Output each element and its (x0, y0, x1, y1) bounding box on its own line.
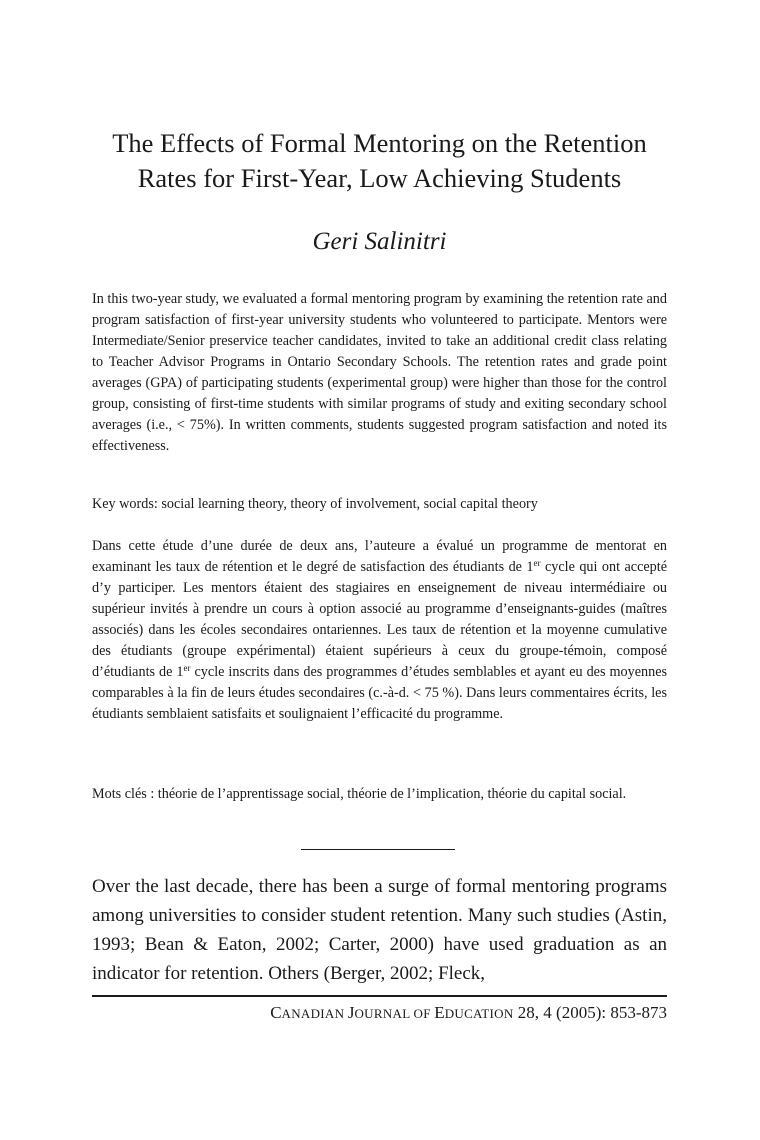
footer-cap-c: C (270, 1003, 282, 1022)
ordinal-superscript-1: er (533, 558, 541, 568)
footer-rule (92, 995, 667, 997)
footer-ournal-of: OURNAL OF (354, 1006, 435, 1021)
keywords-english: Key words: social learning theory, theory of involvement, social capital theory (92, 496, 538, 512)
title-line-2: Rates for First-Year, Low Achieving Students (137, 163, 622, 193)
keywords-french: Mots clés : théorie de l’apprentissage social, théorie de l’implication, théorie du capital social. (92, 786, 627, 802)
article-title (72, 126, 687, 196)
section-separator (301, 849, 455, 850)
author-name: Geri Salinitri (312, 228, 447, 255)
title-line-1: The Effects of Formal Mentoring on the Retention (112, 128, 647, 158)
ordinal-superscript-2: er (183, 663, 191, 673)
footer-volume-pages: 28, 4 (2005): 853-873 (513, 1003, 667, 1022)
footer-anadian: ANADIAN (281, 1006, 348, 1021)
abstract-english: In this two-year study, we evaluated a formal mentoring program by examining the retention rate and program satisfaction of first-year university students who volunteered to participate. Mentors were Intermediate/Senior preservice teacher candidates, invited to take an additional credit class relating to Teacher Advisor Programs in Ontario Secondary Schools. The retention rates and grade point averages (GPA) of participating students (experimental group) were higher than those for the control group, consisting of first-time students with similar programs of study and exiting secondary school averages (i.e., < 75%). In written comments, students suggested program satisfaction and noted its effectiveness. (92, 291, 667, 454)
footer-cap-e: E (434, 1003, 445, 1022)
paper-page (92, 0, 667, 1140)
abstract-french-part-1: Dans cette étude d’une durée de deux ans, l’auteure a évalué un programme de mentorat en examinant les taux de rétention et le degré de satisfaction des étudiants de 1 (92, 538, 667, 575)
body-paragraph: Over the last decade, there has been a surge of formal mentoring programs among universities to consider student retention. Many such studies (Astin, 1993; Bean & Eaton, 2002; Carter, 2000) have used graduation as an indicator for retention. Others (Berger, 2002; Fleck, (92, 876, 667, 984)
abstract-french (92, 536, 667, 725)
abstract-french-part-3: cycle inscrits dans des programmes d’études semblables et ayant eu des moyennes comparables à la fin de leurs études secondaires (c.-à-d. < 75 %). Dans leurs commentaires écrits, les étudiants semblaient satisfaits et soulignaient l’efficacité du programme. (92, 664, 668, 722)
footer-ducation: DUCATION (444, 1006, 514, 1021)
journal-citation-footer (92, 1003, 667, 1023)
abstract-french-part-2: cycle qui ont accepté d’y participer. Les mentors étaient des stagiaires en enseignement de niveau intermédiaire ou supérieur invités à prendre un cours à option associé au programme d’enseignants-guides (maîtres associés) dans les écoles secondaires ontariennes. Les taux de rétention et la moyenne cumulative des étudiants (groupe expérimental) étaient supérieurs à ceux du groupe-témoin, composé d’étudiants de 1 (92, 559, 667, 680)
footer-cap-j: J (347, 1003, 355, 1022)
